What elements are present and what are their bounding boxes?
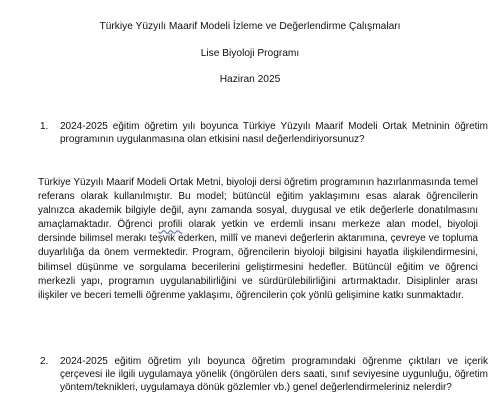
answer-text-part-1: Türkiye Yüzyılı Maarif Modeli Ortak Metni, biyoloji dersi öğretim programının hazırlanmasında temel referans olarak kullanılmıştır. Bu model; bütüncül eğitim yaklaşımını esas alarak öğrencilerin yalnızca akademik bilgiyle değil, aynı zamanda sosyal, duygusal ve etik değerlerle donatılmasını amaçlamaktadır. Öğrenci bbox=[38, 177, 478, 231]
program-name: Lise Biyoloji Programı bbox=[200, 48, 300, 59]
question-text: 2024-2025 eğitim öğretim yılı boyunca öğretim programındaki öğrenme çıktıları ve içerik çerçevesi ile ilgili uygulamaya yönelik (öngörülen ders saati, sınıf seviyesine uygunluğu, öğretim yöntem/teknikleri, uygulamaya dönük gözlemler vb.) genel değerlendirmeleriniz nelerdir? bbox=[60, 356, 488, 393]
answer-text-part-2: olarak yetkin ve erdemli insanı merkeze alan model, biyoloji dersinde bilimsel merakı teşvik ederken, millî ve manevi değerlerin aktarımına, çevreye ve topluma duyarlılığa da önem vermektedir. Program, öğrencilerin biyoloji bilgisini hayatla ilişkilendirmesini, bilimsel düşünme ve sorgulama becerilerini geliştirmesini hedefler. Bütüncül eğitim ve öğrenci merkezli yapı, programın uygulanabilirliğini ve sürdürülebilirliğini artırmaktadır. Disiplinler arası ilişkiler ve beceri temelli öğrenme yaklaşımı, öğrencilerin çok yönlü gelişimine katkı sunmaktadır. bbox=[38, 219, 478, 301]
spellcheck-flagged-word[interactable]: profili bbox=[158, 219, 183, 231]
question-number: 2. bbox=[40, 356, 49, 367]
question-number: 1. bbox=[40, 121, 49, 132]
document-title: Türkiye Yüzyılı Maarif Modeli İzleme ve Değerlendirme Çalışmaları bbox=[99, 21, 401, 32]
question-text: 2024-2025 eğitim öğretim yılı boyunca Türkiye Yüzyılı Maarif Modeli Ortak Metninin öğretim programının uygulanmasına olan etkisini nasıl değerlendiriyorsunuz? bbox=[60, 121, 488, 145]
answer-paragraph bbox=[38, 176, 478, 303]
document-date: Haziran 2025 bbox=[219, 74, 281, 85]
